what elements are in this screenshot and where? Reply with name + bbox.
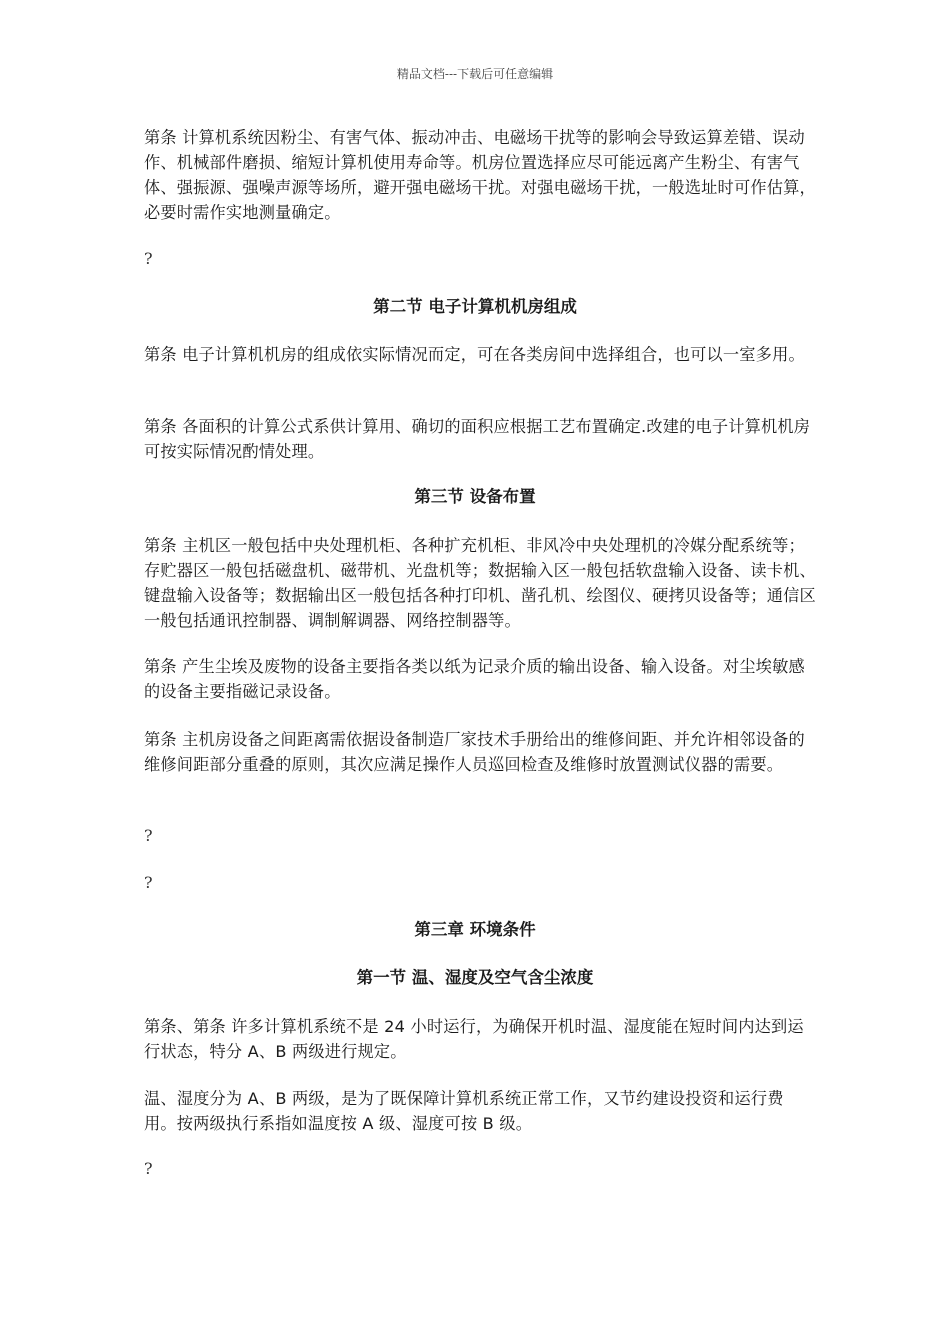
paragraph-room-composition: 第条 电子计算机机房的组成依实际情况而定，可在各类房间中选择组合，也可以一室多用。 xyxy=(144,345,805,364)
section-heading-equipment-layout: 第三节 设备布置 xyxy=(414,487,536,506)
placeholder-mark: ? xyxy=(144,249,153,268)
page-header: 精品文档---下载后可任意编辑 xyxy=(396,67,554,81)
section-heading-room-composition: 第二节 电子计算机机房组成 xyxy=(373,297,577,316)
paragraph-area-calculation: 第条 各面积的计算公式系供计算用、确切的面积应根据工艺布置确定.改建的电子计算机机房可按实际情况酌情处理。 xyxy=(144,417,811,461)
paragraph-dust-equipment: 第条 产生尘埃及废物的设备主要指各类以纸为记录介质的输出设备、输入设备。对尘埃敏感的设备主要指磁记录设备。 xyxy=(144,657,805,701)
placeholder-mark: ? xyxy=(144,826,153,845)
placeholder-mark: ? xyxy=(144,1159,153,1178)
paragraph-equipment-zones: 第条 主机区一般包括中央处理机柜、各种扩充机柜、非风冷中央处理机的冷媒分配系统等；存贮器区一般包括磁盘机、磁带机、光盘机等；数据输入区一般包括软盘输入设备、读卡机、键盘输入设备等；数据输出区一般包括各种打印机、凿孔机、绘图仪、硬拷贝设备等；通信区一般包括通讯控制器、调制解调器、网络控制器等。 xyxy=(144,536,816,630)
chapter-heading-environment: 第三章 环境条件 xyxy=(414,920,536,939)
placeholder-mark: ? xyxy=(144,873,153,892)
section-heading-temperature-humidity: 第一节 温、湿度及空气含尘浓度 xyxy=(356,968,594,987)
paragraph-operation-hours: 第条、第条 许多计算机系统不是 24 小时运行，为确保开机时温、湿度能在短时间内达到运行状态，特分 A、B 两级进行规定。 xyxy=(144,1017,804,1061)
paragraph-site-selection: 第条 计算机系统因粉尘、有害气体、振动冲击、电磁场干扰等的影响会导致运算差错、误动作、机械部件磨损、缩短计算机使用寿命等。机房位置选择应尽可能远离产生粉尘、有害气体、强振源、强噪声源等场所，避开强电磁场干扰。对强电磁场干扰，一般选址时可作估算，必要时需作实地测量确定。 xyxy=(144,128,816,222)
paragraph-equipment-spacing: 第条 主机房设备之间距离需依据设备制造厂家技术手册给出的维修间距、并允许相邻设备的维修间距部分重叠的原则，其次应满足操作人员巡回检查及维修时放置测试仪器的需要。 xyxy=(144,730,805,774)
paragraph-two-levels: 温、湿度分为 A、B 两级，是为了既保障计算机系统正常工作，又节约建设投资和运行费用。按两级执行系指如温度按 A 级、湿度可按 B 级。 xyxy=(144,1089,784,1133)
